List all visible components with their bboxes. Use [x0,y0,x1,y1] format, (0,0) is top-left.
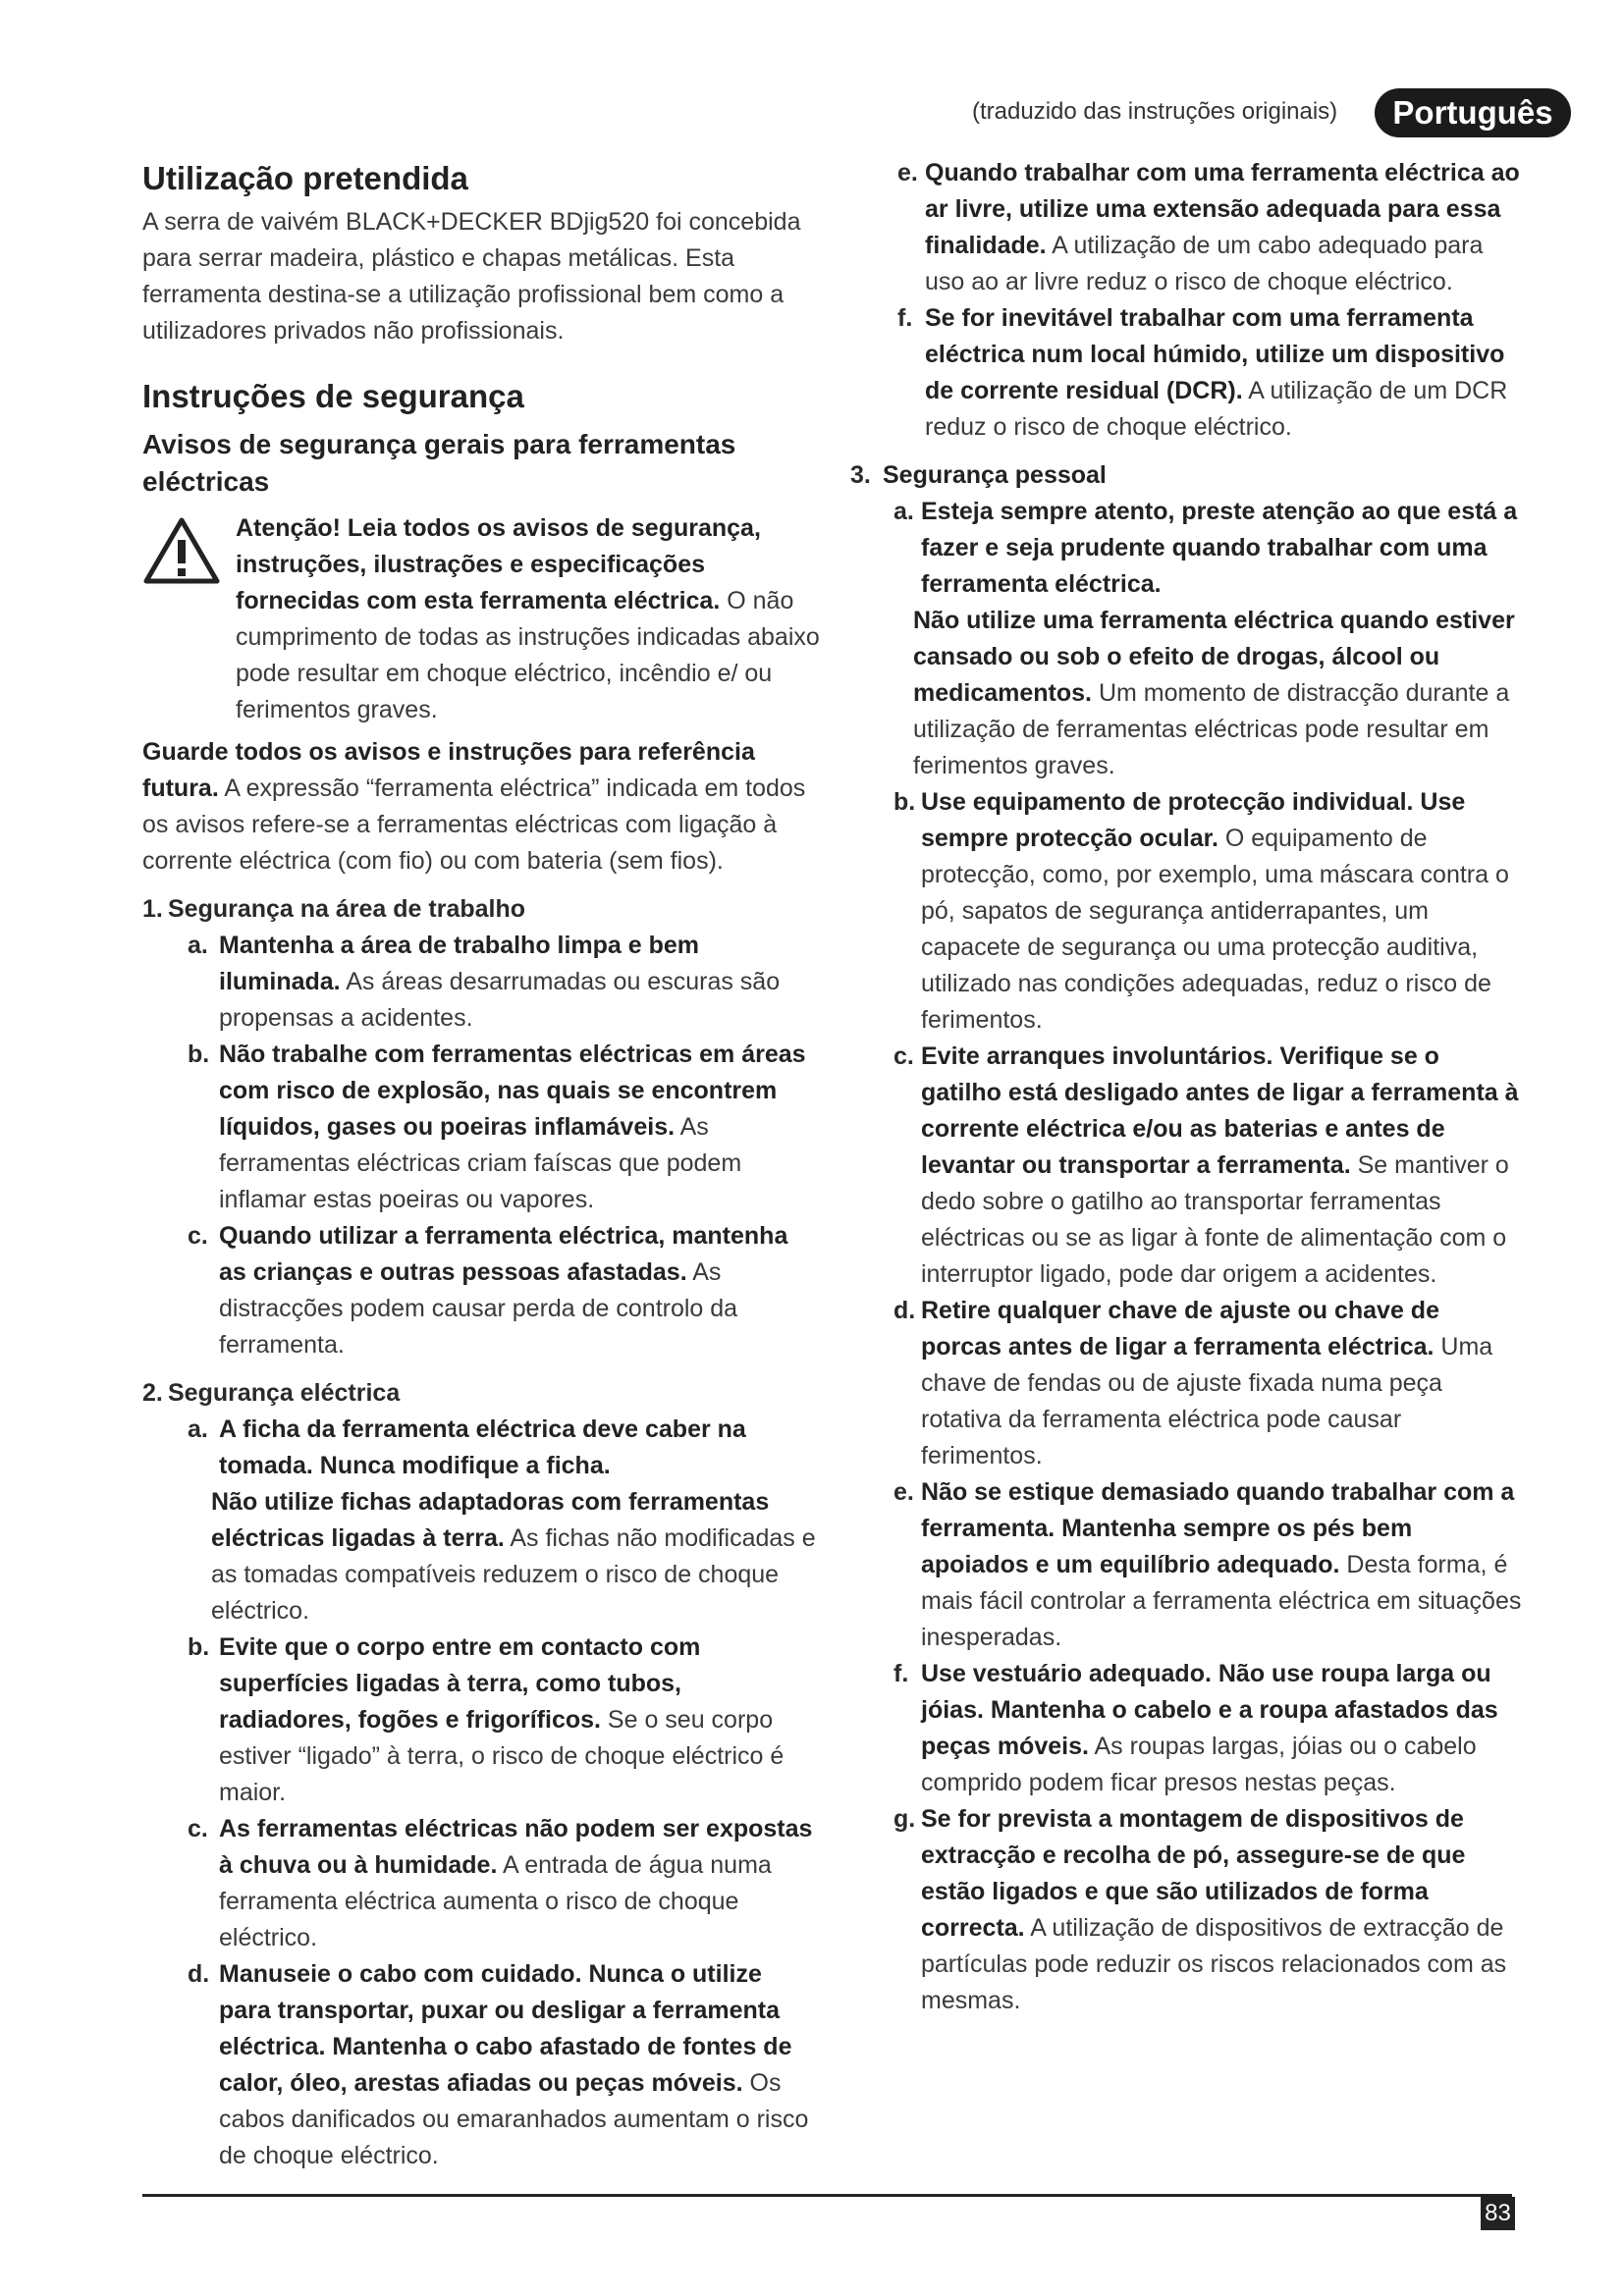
item-bold: Se for inevitável trabalhar com uma ferramenta eléctrica num local húmido, utilize um dispositivo de corrente residual (DCR). [925,304,1505,404]
item-letter: f. [897,304,913,332]
item-bold: As ferramentas eléctricas não podem ser expostas à chuva ou à humidade. [219,1815,813,1879]
safety-subheading: Avisos de segurança gerais para ferramentas eléctricas [142,429,736,497]
section-number: 3. [850,461,871,489]
list-item [142,1218,820,1363]
item-letter: a. [188,932,208,959]
item-bold: Manuseie o cabo com cuidado. Nunca o utilize para transportar, puxar ou desligar a ferramenta eléctrica. Mantenha o cabo afastado de fontes de calor, óleo, arestas afiadas ou peças móveis. [219,1960,792,2097]
list-item [850,1656,1522,1801]
item-bold: Esteja sempre atento, preste atenção ao que está a fazer e seja prudente quando trabalhar com uma ferramenta eléctrica. [921,498,1518,598]
item-subparagraph [913,603,1522,784]
section-3 [850,457,1522,2019]
item-letter: a. [893,498,914,525]
list-item [850,784,1522,1039]
item-bold: Se for prevista a montagem de dispositivos de extracção e recolha de pó, assegure-se de que estão ligados e que são utilizados de forma correcta. [921,1805,1466,1942]
guard-paragraph [142,734,820,880]
item-text: Se o seu corpo estiver “ligado” à terra, o risco de choque eléctrico é maior. [219,1706,785,1806]
item-letter: g. [893,1805,916,1833]
item-bold: Quando trabalhar com uma ferramenta eléctrica ao ar livre, utilize uma extensão adequada para essa finalidade. [925,159,1520,259]
item-text: O equipamento de protecção, como, por exemplo, uma máscara contra o pó, sapatos de segurança antiderrapantes, um capacete de segurança ou uma protecção auditiva, utilizado nas condições adequadas, reduz o risco de ferimentos. [921,825,1509,1034]
list-item [142,1956,820,2174]
warning-block [142,510,820,728]
item-text: Uma chave de fendas ou de ajuste fixada numa peça rotativa da ferramenta eléctrica pode causar ferimentos. [921,1333,1493,1469]
intended-use-heading: Utilização pretendida [142,160,468,196]
item-bold: Evite que o corpo entre em contacto com superfícies ligadas à terra, como tubos, radiadores, fogões e frigoríficos. [219,1633,701,1734]
list-item [142,1629,820,1811]
page-number: 83 [1481,2197,1515,2230]
item-letter: c. [893,1042,914,1070]
item-text: As áreas desarrumadas ou escuras são propensas a acidentes. [219,968,781,1032]
warning-triangle-icon [142,516,221,585]
item-text: As ferramentas eléctricas criam faíscas que podem inflamar estas poeiras ou vapores. [219,1113,742,1213]
left-column [142,157,820,2174]
list-item [850,1293,1522,1474]
item-letter: b. [893,788,916,816]
item-text: A entrada de água numa ferramenta eléctrica aumenta o risco de choque eléctrico. [219,1851,772,1951]
list-item [850,1039,1522,1293]
list-item [142,1412,820,1629]
section-number: 1. [142,895,163,923]
list-item [142,1811,820,1956]
item-bold-2: Não utilize fichas adaptadoras com ferramentas eléctricas ligadas à terra. [211,1488,770,1552]
item-letter: d. [188,1960,210,1988]
item-letter: e. [893,1478,914,1506]
item-text: As fichas não modificadas e as tomadas compatíveis reduzem o risco de choque eléctrico. [211,1524,816,1625]
item-bold-2: Não utilize uma ferramenta eléctrica quando estiver cansado ou sob o efeito de drogas, álcool ou medicamentos. [913,607,1515,707]
item-letter: c. [188,1222,208,1250]
section-title: Segurança pessoal [883,461,1107,489]
list-item [142,1037,820,1218]
section-title: Segurança eléctrica [168,1379,401,1407]
item-text: As roupas largas, jóias ou o cabelo comprido podem ficar presos nestas peças. [921,1733,1477,1796]
list-item [850,1474,1522,1656]
item-letter: c. [188,1815,208,1842]
footer-divider [142,2194,1512,2197]
item-letter: d. [893,1297,916,1324]
language-badge: Português [1375,88,1571,137]
warning-bold: Atenção! Leia todos os avisos de segurança, instruções, ilustrações e especificações fornecidas com esta ferramenta eléctrica. [236,514,761,614]
item-text: A utilização de dispositivos de extracção de partículas pode reduzir os riscos relacionados com as mesmas. [921,1914,1507,2014]
item-bold: Quando utilizar a ferramenta eléctrica, mantenha as crianças e outras pessoas afastadas. [219,1222,788,1286]
item-text: Um momento de distracção durante a utilização de ferramentas eléctricas pode resultar em ferimentos graves. [913,679,1510,779]
list-item [850,1801,1522,2019]
item-bold: Use vestuário adequado. Não use roupa larga ou jóias. Mantenha o cabelo e a roupa afastados das peças móveis. [921,1660,1498,1760]
list-item [854,300,1522,446]
translation-note: (traduzido das instruções originais) [972,98,1338,125]
item-bold: Mantenha a área de trabalho limpa e bem iluminada. [219,932,700,995]
item-subparagraph [211,1484,820,1629]
guard-bold: Guarde todos os avisos e instruções para referência futura. [142,738,755,802]
item-letter: f. [893,1660,909,1687]
right-column [850,155,1522,2019]
item-letter: b. [188,1633,210,1661]
item-bold: Não trabalhe com ferramentas eléctricas em áreas com risco de explosão, nas quais se encontrem líquidos, gases ou poeiras inflamáveis. [219,1041,806,1141]
list-item [142,928,820,1037]
item-text: As distracções podem causar perda de controlo da ferramenta. [219,1258,738,1359]
item-text: A utilização de um cabo adequado para uso ao ar livre reduz o risco de choque eléctrico. [925,232,1484,295]
item-letter: e. [897,159,918,187]
safety-heading: Instruções de segurança [142,378,524,414]
section-number: 2. [142,1379,163,1407]
guard-normal: A expressão “ferramenta eléctrica” indicada em todos os avisos refere-se a ferramentas eléctricas com ligação à corrente eléctrica (com fio) ou com bateria (sem fios). [142,774,806,875]
item-letter: b. [188,1041,210,1068]
section-2 [142,1375,820,2174]
list-item [854,155,1522,300]
section-1 [142,891,820,1363]
item-letter: a. [188,1415,208,1443]
item-bold: Use equipamento de protecção individual. Use sempre protecção ocular. [921,788,1466,852]
item-bold: Retire qualquer chave de ajuste ou chave de porcas antes de ligar a ferramenta eléctrica. [921,1297,1439,1361]
intended-use-text: A serra de vaivém BLACK+DECKER BDjig520 foi concebida para serrar madeira, plástico e chapas metálicas. Esta ferramenta destina-se a utilização profissional bem como a utilizadores privados não profissionais. [142,208,801,345]
item-text: Desta forma, é mais fácil controlar a ferramenta eléctrica em situações inesperadas. [921,1551,1522,1651]
item-bold: A ficha da ferramenta eléctrica deve caber na tomada. Nunca modifique a ficha. [219,1415,746,1479]
list-item [850,494,1522,784]
warning-normal: O não cumprimento de todas as instruções indicadas abaixo pode resultar em choque eléctrico, incêndio e/ ou ferimentos graves. [236,587,820,723]
item-bold: Não se estique demasiado quando trabalhar com a ferramenta. Mantenha sempre os pés bem apoiados e um equilíbrio adequado. [921,1478,1515,1578]
item-bold: Evite arranques involuntários. Verifique se o gatilho está desligado antes de ligar a ferramenta à corrente eléctrica e/ou as baterias e antes de levantar ou transportar a ferramenta. [921,1042,1519,1179]
section-title: Segurança na área de trabalho [168,895,526,923]
item-text: A utilização de um DCR reduz o risco de choque eléctrico. [925,377,1508,441]
item-text: Se mantiver o dedo sobre o gatilho ao transportar ferramentas eléctricas ou se as ligar à fonte de alimentação com o interruptor ligado, pode dar origem a acidentes. [921,1151,1509,1288]
item-text: Os cabos danificados ou emaranhados aumentam o risco de choque eléctrico. [219,2069,809,2169]
warning-text [236,510,820,728]
